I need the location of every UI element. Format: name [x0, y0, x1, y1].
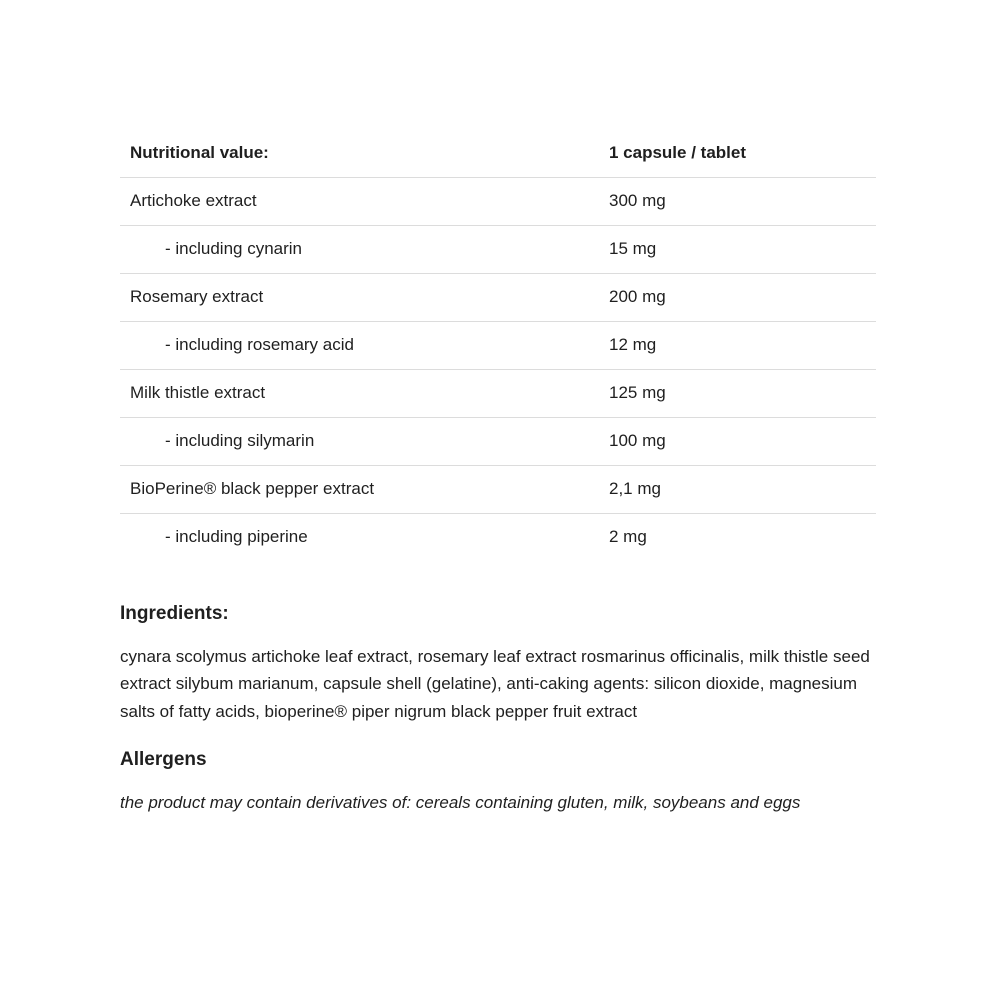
ingredient-amount: 2,1 mg: [609, 465, 876, 513]
nutritional-value-header: Nutritional value:: [120, 130, 609, 177]
ingredient-name: - including silymarin: [120, 417, 609, 465]
table-row: [120, 513, 876, 561]
ingredient-amount: 125 mg: [609, 369, 876, 417]
table-row: [120, 465, 876, 513]
ingredient-amount: 2 mg: [609, 527, 647, 547]
ingredient-amount: 12 mg: [609, 321, 876, 369]
ingredient-name: - including rosemary acid: [120, 321, 609, 369]
ingredient-name: Milk thistle extract: [120, 369, 609, 417]
ingredient-amount: 200 mg: [609, 273, 876, 321]
ingredient-amount: 15 mg: [609, 225, 876, 273]
ingredient-amount: 300 mg: [609, 177, 876, 225]
ingredient-name: Rosemary extract: [120, 273, 609, 321]
table-row: [120, 225, 876, 273]
ingredients-text: cynara scolymus artichoke leaf extract, rosemary leaf extract rosmarinus officinalis, milk thistle seed extract silybum marianum, capsule shell (gelatine), anti-caking agents: silicon dioxide, magnesium salts of fatty acids, bioperine® piper nigrum black pepper fruit extract: [120, 647, 870, 721]
ingredients-heading: Ingredients:: [120, 603, 229, 624]
allergens-heading: Allergens: [120, 748, 207, 770]
ingredient-amount: 100 mg: [609, 417, 876, 465]
table-row: [120, 273, 876, 321]
table-row: [120, 417, 876, 465]
serving-size-header: 1 capsule / tablet: [609, 130, 876, 177]
table-row: [120, 177, 876, 225]
ingredient-name: - including piperine: [165, 527, 308, 547]
product-info: [120, 130, 876, 816]
table-row: [120, 369, 876, 417]
table-row: [120, 321, 876, 369]
ingredient-name: BioPerine® black pepper extract: [120, 465, 609, 513]
table-header-row: [120, 130, 876, 177]
ingredient-name: - including cynarin: [120, 225, 609, 273]
ingredient-name: Artichoke extract: [120, 177, 609, 225]
allergens-text: the product may contain derivatives of: cereals containing gluten, milk, soybeans and eggs: [120, 792, 801, 812]
nutrition-table: [120, 130, 876, 561]
